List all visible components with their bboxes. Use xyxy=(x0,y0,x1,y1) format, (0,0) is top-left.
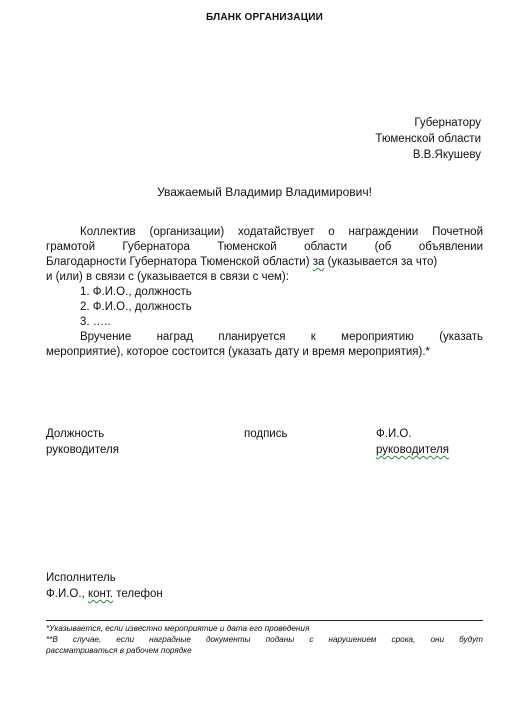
body-line-4: и (или) в связи с (указывается в связи с чем): xyxy=(46,271,289,283)
footnote-1: *Указывается, если известно мероприятие и дата его проведения xyxy=(46,624,310,633)
footnote-divider xyxy=(46,620,483,621)
body-line-5: Вручение наград планируется к мероприятию (указать xyxy=(80,331,483,343)
executor-contact xyxy=(46,586,163,602)
body-line-6: мероприятие), которое состоится (указать дату и время мероприятия).* xyxy=(46,346,431,358)
body-line-3 xyxy=(46,255,483,270)
addressee-block xyxy=(375,115,481,163)
executor-contact-phone: телефон xyxy=(113,588,163,600)
page-header: БЛАНК ОРГАНИЗАЦИИ xyxy=(206,12,323,23)
executor-contact-abbr: конт. xyxy=(87,588,114,600)
list-item-1: 1. Ф.И.О., должность xyxy=(80,286,192,298)
list-item-3: 3. ….. xyxy=(80,316,111,328)
addressee-line-2: Тюменской области xyxy=(375,133,481,145)
body-line-3-za: за xyxy=(312,256,325,268)
executor-block xyxy=(46,570,163,602)
addressee-line-1: Губернатору xyxy=(414,117,481,129)
addressee-line-3: В.В.Якушеву xyxy=(412,149,481,161)
signature-position xyxy=(46,426,119,458)
footnote-2-line-1: **В случае, если наградные документы поданы с нарушением срока, они будут xyxy=(46,635,483,644)
signature-name xyxy=(376,426,449,458)
body-line-1: Коллектив (организации) ходатайствует о награждении Почетной xyxy=(80,226,483,238)
footnote-2-line-2: рассматриваться в рабочем порядке xyxy=(46,646,192,655)
signature-position-line-2: руководителя xyxy=(46,444,119,456)
body-line-3-part-a: Благодарности Губернатора Тюменской области) xyxy=(46,256,313,268)
signature-position-line-1: Должность xyxy=(46,428,105,440)
signature-name-line-1: Ф.И.О. xyxy=(376,428,412,440)
body-line-3-part-b: (указывается за что) xyxy=(324,256,438,268)
executor-label: Исполнитель xyxy=(46,572,116,584)
list-item-2: 2. Ф.И.О., должность xyxy=(80,301,192,313)
executor-contact-name: Ф.И.О., xyxy=(46,588,88,600)
signature-name-line-2: руководителя xyxy=(376,444,449,456)
body-line-2: грамотой Губернатора Тюменской области (об объявлении xyxy=(46,241,483,253)
greeting: Уважаемый Владимир Владимирович! xyxy=(157,185,372,199)
signature-sign: подпись xyxy=(244,428,288,440)
